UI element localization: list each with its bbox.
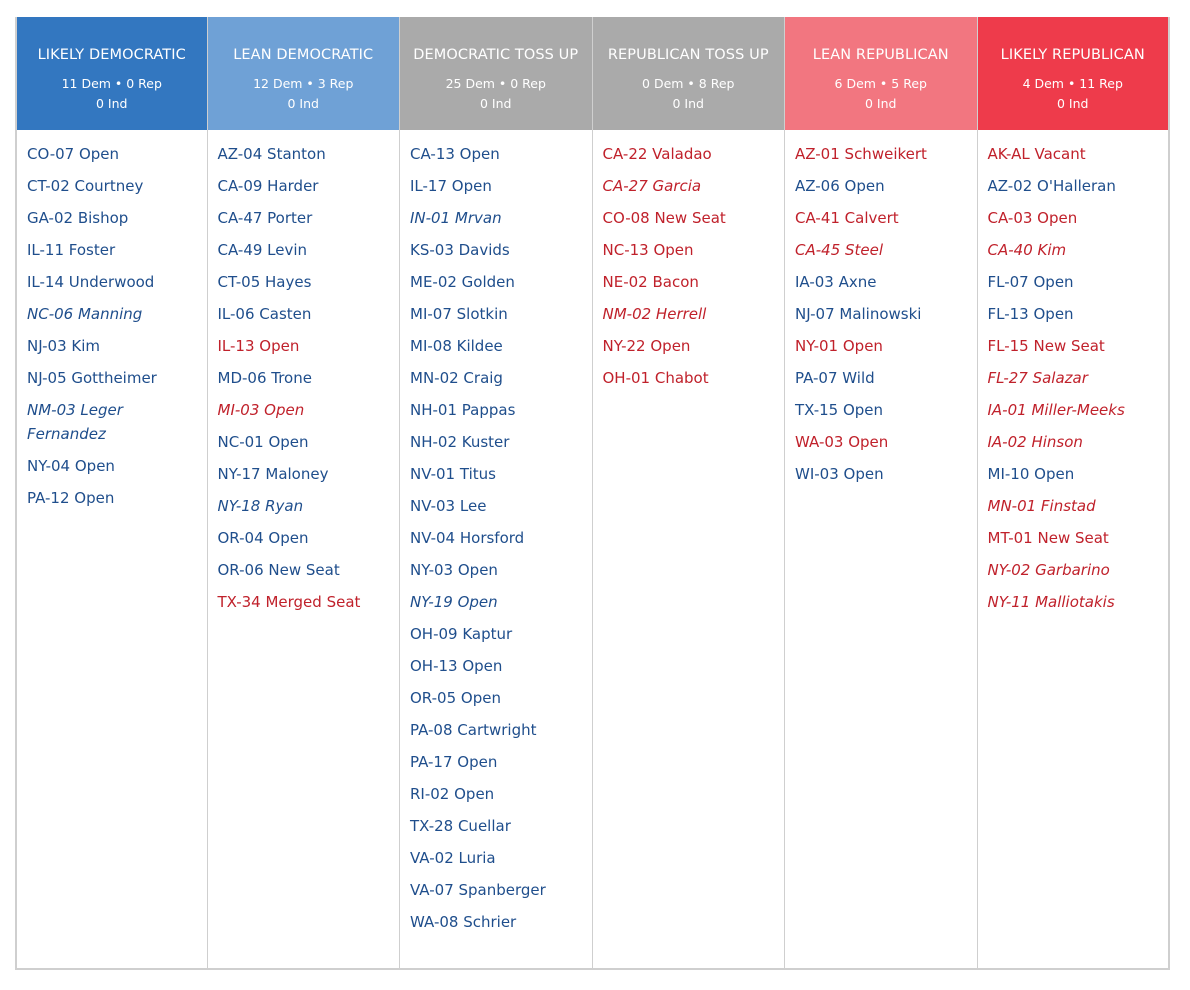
race-link[interactable]: TX-28 Cuellar: [410, 817, 511, 835]
column-counts-party: 12 Dem • 3 Rep: [253, 76, 354, 91]
race-link[interactable]: PA-12 Open: [27, 489, 115, 507]
race-link[interactable]: AZ-06 Open: [795, 177, 885, 195]
race-link[interactable]: TX-15 Open: [795, 401, 884, 419]
race-link[interactable]: IL-06 Casten: [217, 305, 312, 323]
column-counts: [400, 74, 592, 114]
column-race-list: [785, 130, 977, 968]
race-link[interactable]: NY-01 Open: [795, 337, 883, 355]
race-link[interactable]: NY-22 Open: [602, 337, 691, 355]
race-link[interactable]: FL-27 Salazar: [987, 369, 1088, 387]
race-link[interactable]: NC-06 Manning: [27, 305, 143, 323]
column-header: [208, 17, 400, 130]
column-title: LIKELY DEMOCRATIC: [37, 47, 186, 63]
race-link[interactable]: CA-49 Levin: [217, 241, 308, 259]
column-counts: [785, 74, 977, 114]
race-link[interactable]: CA-22 Valadao: [602, 145, 712, 163]
race-link[interactable]: CO-07 Open: [27, 145, 120, 163]
rating-column-likely-democratic: [15, 17, 208, 970]
race-link[interactable]: IA-03 Axne: [795, 273, 877, 291]
column-race-list: [400, 130, 592, 968]
column-counts: [593, 74, 785, 114]
race-link[interactable]: CA-40 Kim: [987, 241, 1067, 259]
race-link[interactable]: NY-11 Malliotakis: [987, 593, 1115, 611]
rating-column-lean-republican: [785, 17, 978, 970]
race-link[interactable]: NV-04 Horsford: [410, 529, 525, 547]
race-link[interactable]: CT-02 Courtney: [27, 177, 144, 195]
race-link[interactable]: OH-01 Chabot: [602, 369, 709, 387]
race-link[interactable]: AZ-04 Stanton: [217, 145, 326, 163]
race-link[interactable]: AZ-01 Schweikert: [795, 145, 927, 163]
race-link[interactable]: WA-03 Open: [795, 433, 889, 451]
race-link[interactable]: CA-09 Harder: [217, 177, 319, 195]
race-link[interactable]: MN-02 Craig: [410, 369, 503, 387]
column-counts-ind: 0 Ind: [480, 96, 512, 111]
race-link[interactable]: CA-41 Calvert: [795, 209, 899, 227]
race-link[interactable]: CA-27 Garcia: [602, 177, 702, 195]
race-link[interactable]: FL-15 New Seat: [987, 337, 1105, 355]
column-counts-party: 6 Dem • 5 Rep: [834, 76, 927, 91]
race-link[interactable]: MN-01 Finstad: [987, 497, 1096, 515]
race-link[interactable]: NY-04 Open: [27, 457, 115, 475]
column-counts-ind: 0 Ind: [287, 96, 319, 111]
column-counts-party: 4 Dem • 11 Rep: [1022, 76, 1123, 91]
race-link[interactable]: IL-17 Open: [410, 177, 492, 195]
race-link[interactable]: CA-45 Steel: [795, 241, 884, 259]
race-link[interactable]: NY-18 Ryan: [217, 497, 304, 515]
race-link[interactable]: AZ-02 O'Halleran: [987, 177, 1116, 195]
race-link[interactable]: WI-03 Open: [795, 465, 884, 483]
race-link[interactable]: NC-01 Open: [217, 433, 309, 451]
race-link[interactable]: ME-02 Golden: [410, 273, 515, 291]
column-header: [593, 17, 785, 130]
race-link[interactable]: FL-07 Open: [987, 273, 1074, 291]
race-link[interactable]: NY-03 Open: [410, 561, 498, 579]
race-link[interactable]: NE-02 Bacon: [602, 273, 699, 291]
column-header: [400, 17, 592, 130]
race-link[interactable]: NJ-05 Gottheimer: [27, 369, 157, 387]
race-link[interactable]: IL-13 Open: [217, 337, 300, 355]
column-title: REPUBLICAN TOSS UP: [607, 47, 769, 63]
race-link[interactable]: NH-01 Pappas: [410, 401, 516, 419]
race-link[interactable]: OR-06 New Seat: [217, 561, 340, 579]
column-header: [17, 17, 207, 130]
race-link[interactable]: KS-03 Davids: [410, 241, 510, 259]
rating-column-republican-toss-up: [593, 17, 786, 970]
race-link[interactable]: PA-17 Open: [410, 753, 498, 771]
column-title: LIKELY REPUBLICAN: [1000, 47, 1145, 63]
race-link[interactable]: FL-13 Open: [987, 305, 1074, 323]
column-title: LEAN REPUBLICAN: [812, 47, 949, 63]
column-header: [785, 17, 977, 130]
race-link[interactable]: VA-02 Luria: [410, 849, 496, 867]
race-link[interactable]: NJ-03 Kim: [27, 337, 100, 355]
column-race-list: [978, 130, 1169, 968]
race-link[interactable]: IL-11 Foster: [27, 241, 116, 259]
column-race-list: [17, 130, 207, 968]
race-link[interactable]: MI-07 Slotkin: [410, 305, 508, 323]
column-race-list: [208, 130, 400, 968]
race-link[interactable]: NY-02 Garbarino: [987, 561, 1110, 579]
race-link[interactable]: VA-07 Spanberger: [410, 881, 546, 899]
race-link[interactable]: CA-03 Open: [987, 209, 1078, 227]
race-link[interactable]: TX-34 Merged Seat: [217, 593, 361, 611]
column-counts-party: 25 Dem • 0 Rep: [445, 76, 546, 91]
race-link[interactable]: NY-19 Open: [410, 593, 498, 611]
race-link[interactable]: NY-17 Maloney: [217, 465, 329, 483]
race-link[interactable]: PA-07 Wild: [795, 369, 875, 387]
race-link[interactable]: IA-02 Hinson: [987, 433, 1083, 451]
race-link[interactable]: CO-08 New Seat: [602, 209, 726, 227]
race-link[interactable]: WA-08 Schrier: [410, 913, 517, 931]
column-counts-ind: 0 Ind: [865, 96, 897, 111]
race-link[interactable]: MI-08 Kildee: [410, 337, 503, 355]
column-title: DEMOCRATIC TOSS UP: [413, 47, 579, 63]
race-link[interactable]: IL-14 Underwood: [27, 273, 155, 291]
race-link[interactable]: RI-02 Open: [410, 785, 495, 803]
race-link[interactable]: OH-09 Kaptur: [410, 625, 513, 643]
race-link[interactable]: IN-01 Mrvan: [410, 209, 502, 227]
race-link[interactable]: IA-01 Miller-Meeks: [987, 401, 1125, 419]
race-link[interactable]: GA-02 Bishop: [27, 209, 129, 227]
column-counts-ind: 0 Ind: [1057, 96, 1089, 111]
column-counts: [208, 74, 400, 114]
race-link[interactable]: NV-03 Lee: [410, 497, 487, 515]
race-link[interactable]: OR-04 Open: [217, 529, 309, 547]
column-counts: [978, 74, 1169, 114]
race-link[interactable]: MI-03 Open: [217, 401, 305, 419]
rating-column-democratic-toss-up: [400, 17, 593, 970]
race-link[interactable]: NJ-07 Malinowski: [795, 305, 922, 323]
column-counts-ind: 0 Ind: [96, 96, 128, 111]
race-link[interactable]: CA-13 Open: [410, 145, 500, 163]
column-counts: [17, 74, 207, 114]
rating-column-likely-republican: [978, 17, 1171, 970]
race-link[interactable]: MI-10 Open: [987, 465, 1075, 483]
column-race-list: [593, 130, 785, 968]
race-link[interactable]: NV-01 Titus: [410, 465, 496, 483]
race-link[interactable]: NC-13 Open: [602, 241, 694, 259]
column-counts-party: 0 Dem • 8 Rep: [642, 76, 735, 91]
column-counts-party: 11 Dem • 0 Rep: [61, 76, 162, 91]
rating-column-lean-democratic: [208, 17, 401, 970]
ratings-board: [15, 17, 1170, 970]
race-link[interactable]: NM-03 Leger Fernandez: [27, 401, 123, 443]
race-link[interactable]: MD-06 Trone: [217, 369, 312, 387]
column-title: LEAN DEMOCRATIC: [233, 47, 374, 63]
race-link[interactable]: CA-47 Porter: [217, 209, 313, 227]
race-link[interactable]: MT-01 New Seat: [987, 529, 1109, 547]
race-link[interactable]: OH-13 Open: [410, 657, 503, 675]
race-link[interactable]: NH-02 Kuster: [410, 433, 510, 451]
column-counts-ind: 0 Ind: [672, 96, 704, 111]
race-link[interactable]: PA-08 Cartwright: [410, 721, 537, 739]
column-header: [978, 17, 1169, 130]
race-link[interactable]: NM-02 Herrell: [602, 305, 707, 323]
race-link[interactable]: CT-05 Hayes: [217, 273, 312, 291]
race-link[interactable]: AK-AL Vacant: [987, 145, 1086, 163]
race-link[interactable]: OR-05 Open: [410, 689, 501, 707]
